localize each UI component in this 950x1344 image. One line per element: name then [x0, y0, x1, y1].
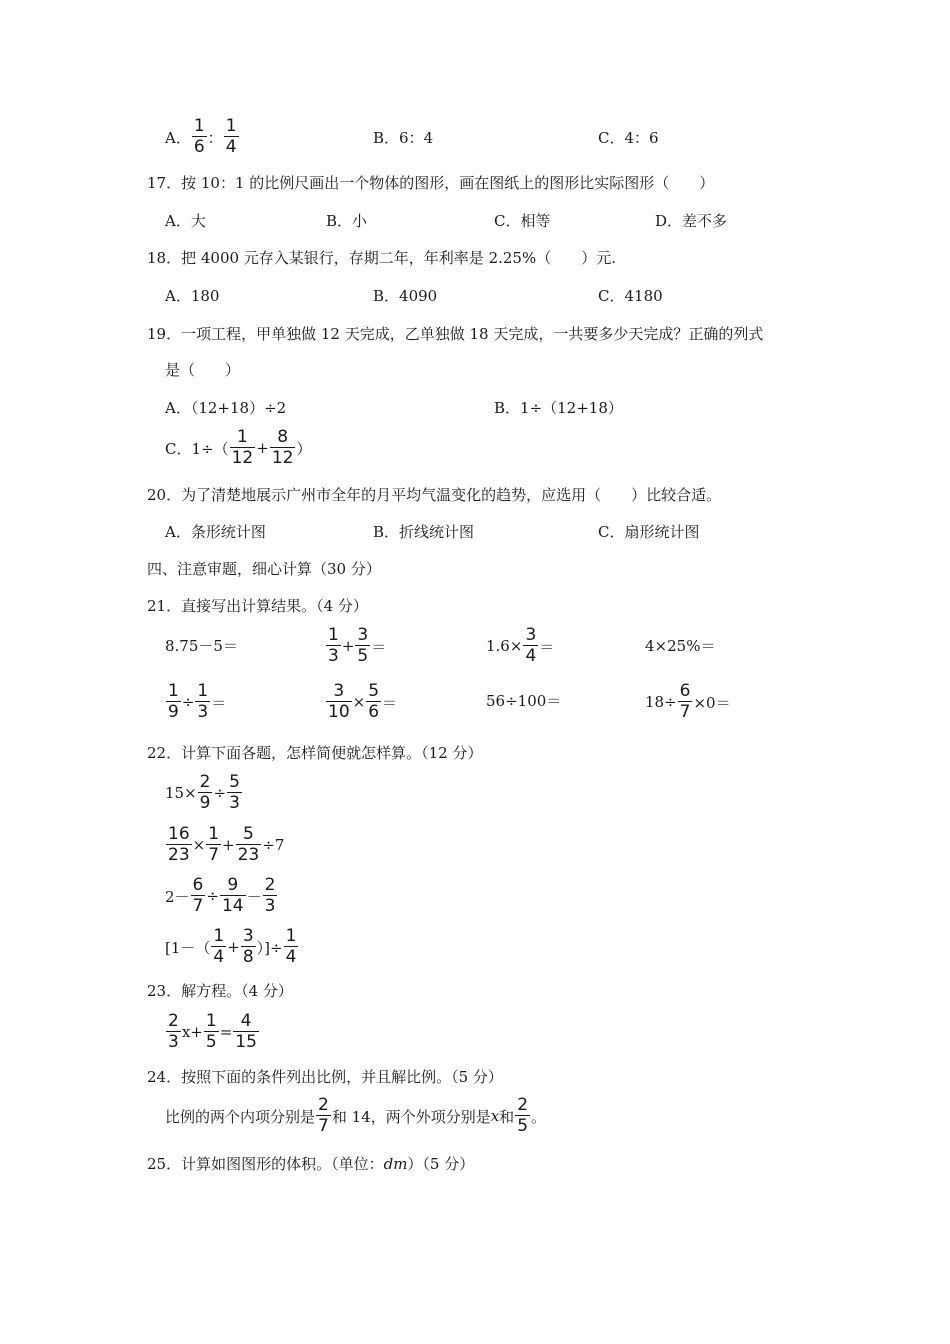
q17-stem: 17．按 10：1 的比例尺画出一个物体的图形，画在图纸上的图形比实际图形（ ）: [147, 174, 715, 192]
q22-expr-1: 15× $\frac{2}{9}$ ÷ $\frac{5}{3}$: [165, 772, 240, 813]
q21-expr-3: 1.6× $\frac{3}{4}$ ＝: [486, 625, 555, 666]
fraction: $\frac{6}{7}$: [679, 681, 691, 722]
q21-expr-1: 8.75－5＝: [165, 637, 238, 655]
fraction: $\frac{2}{3}$: [264, 875, 276, 916]
fraction: $\frac{16}{23}$: [168, 824, 190, 865]
fraction: $\frac{1}{4}$: [225, 116, 237, 157]
q16-option-b: B．6：4: [373, 129, 434, 147]
q22-expr-4: [1－（ $\frac{1}{4}$ + $\frac{3}{8}$ ）]÷ $\frac{1}{4}$: [165, 926, 297, 967]
q17-option-b: B．小: [326, 212, 368, 230]
fraction: $\frac{9}{14}$: [221, 875, 244, 916]
q22-expr-2: $\frac{16}{23}$ × $\frac{1}{7}$ + $\frac{5}{23}$ ÷7: [168, 824, 285, 865]
q25-stem: 25．计算如图图形的体积。（单位：dm）（5 分）: [147, 1155, 475, 1173]
fraction: $\frac{3}{10}$: [328, 681, 350, 722]
q18-option-c: C．4180: [598, 287, 663, 305]
q20-stem: 20．为了清楚地展示广州市全年的月平均气温变化的趋势，应选用（ ）比较合适。: [147, 486, 722, 504]
q19-option-c: C．1÷（ $\frac{1}{12}$ + $\frac{8}{12}$ ）: [165, 427, 312, 468]
q16-option-a: A． $\frac{1}{6}$ ： $\frac{1}{4}$: [165, 116, 237, 157]
fraction: $\frac{6}{7}$: [192, 875, 204, 916]
q21-expr-4: 4×25%＝: [645, 637, 716, 655]
section-4-heading: 四、注意审题，细心计算（30 分）: [147, 560, 381, 578]
q23-stem: 23．解方程。（4 分）: [147, 982, 293, 1000]
fraction: $\frac{1}{6}$: [193, 116, 205, 157]
q20-option-c: C．扇形统计图: [598, 523, 700, 541]
fraction: $\frac{1}{7}$: [208, 824, 220, 865]
q24-stem: 24．按照下面的条件列出比例，并且解比例。（5 分）: [147, 1068, 503, 1086]
q21-stem: 21．直接写出计算结果。（4 分）: [147, 597, 368, 615]
fraction: $\frac{2}{3}$: [168, 1011, 179, 1052]
fraction: $\frac{8}{12}$: [271, 427, 294, 468]
fraction: $\frac{1}{3}$: [197, 681, 209, 722]
q21-expr-8: 18÷ $\frac{6}{7}$ ×0＝: [645, 681, 731, 722]
q16-option-c: C．4：6: [598, 129, 659, 147]
fraction: $\frac{1}{4}$: [285, 926, 297, 967]
q18-option-b: B．4090: [373, 287, 438, 305]
fraction: $\frac{2}{9}$: [199, 772, 211, 813]
q19-option-a: A．（12+18）÷2: [165, 399, 287, 417]
q22-expr-3: 2－ $\frac{6}{7}$ ÷ $\frac{9}{14}$ － $\frac{2}{3}$: [165, 875, 276, 916]
fraction: $\frac{1}{4}$: [213, 926, 225, 967]
fraction: $\frac{1}{5}$: [205, 1011, 217, 1052]
q21-expr-7: 56÷100＝: [486, 692, 562, 710]
q18-option-a: A．180: [165, 287, 220, 305]
q23-equation: $\frac{2}{3}$ x+ $\frac{1}{5}$ = $\frac{4}{15}$: [168, 1011, 257, 1052]
q22-stem: 22．计算下面各题，怎样简便就怎样算。（12 分）: [147, 744, 483, 762]
q24-condition: 比例的两个内项分别是 $\frac{2}{7}$ 和 14，两个外项分别是 x 和 $\frac{2}{5}$ 。: [165, 1095, 547, 1136]
q20-option-b: B．折线统计图: [373, 523, 475, 541]
q21-expr-5: $\frac{1}{9}$ ÷ $\frac{1}{3}$ ＝: [168, 681, 227, 722]
fraction: $\frac{3}{5}$: [357, 625, 369, 666]
fraction: $\frac{5}{3}$: [229, 772, 240, 813]
fraction: $\frac{1}{3}$: [328, 625, 339, 666]
q17-option-c: C．相等: [494, 212, 551, 230]
fraction: $\frac{2}{7}$: [318, 1095, 329, 1136]
q17-option-a: A．大: [165, 212, 206, 230]
fraction: $\frac{5}{23}$: [237, 824, 260, 865]
q18-stem: 18．把 4000 元存入某银行，存期二年，年利率是 2.25%（ ）元.: [147, 249, 616, 267]
q20-option-a: A．条形统计图: [165, 523, 266, 541]
fraction: $\frac{4}{15}$: [235, 1011, 257, 1052]
q19-stem-line1: 19．一项工程，甲单独做 12 天完成，乙单独做 18 天完成，一共要多少天完成？正确的列式: [147, 325, 764, 343]
fraction: $\frac{3}{4}$: [525, 625, 537, 666]
fraction: $\frac{2}{5}$: [517, 1095, 529, 1136]
q19-stem-line2: 是（ ）: [165, 361, 241, 379]
q21-expr-6: $\frac{3}{10}$ × $\frac{5}{6}$ ＝: [328, 681, 398, 722]
q19-option-b: B．1÷（12+18）: [494, 399, 623, 417]
fraction: $\frac{3}{8}$: [242, 926, 254, 967]
q21-expr-2: $\frac{1}{3}$ + $\frac{3}{5}$ ＝: [328, 625, 387, 666]
fraction: $\frac{1}{9}$: [168, 681, 179, 722]
q17-option-d: D．差不多: [655, 212, 728, 230]
fraction: $\frac{5}{6}$: [368, 681, 380, 722]
fraction: $\frac{1}{12}$: [231, 427, 254, 468]
